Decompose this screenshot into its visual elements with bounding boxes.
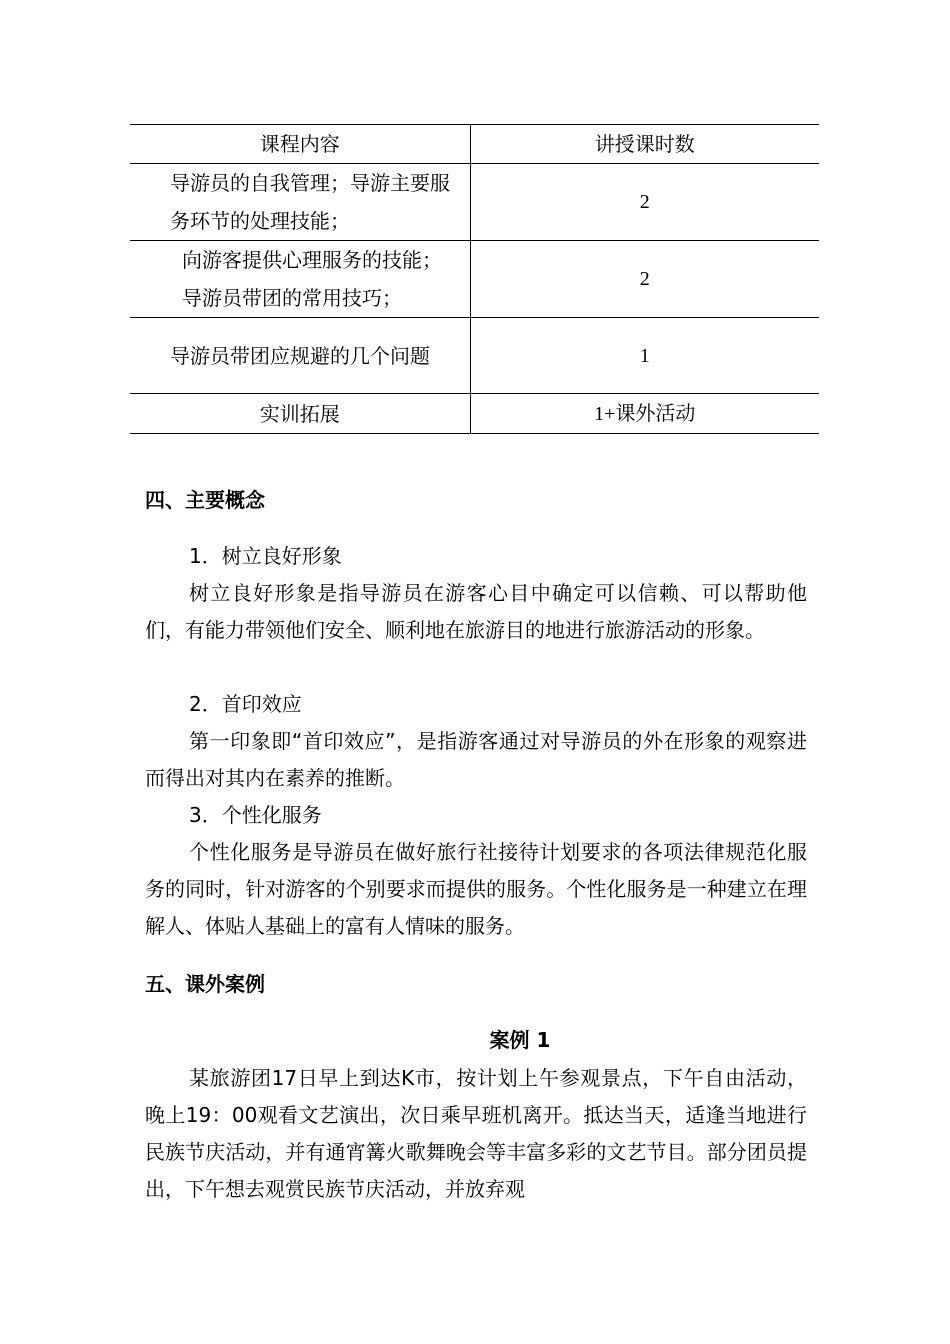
course-hours-table: [130, 124, 819, 434]
table-header-hours: 讲授课时数: [470, 125, 819, 164]
table-cell-hours: 2: [470, 241, 819, 318]
table-cell-hours: 1: [470, 318, 819, 394]
table-row: [130, 164, 819, 241]
table-cell-content: 导游员带团应规避的几个问题: [130, 318, 470, 394]
concept-paragraph: 个性化服务是导游员在做好旅行社接待计划要求的各项法律规范化服务的同时，针对游客的个别要求而提供的服务。个性化服务是一种建立在理解人、体贴人基础上的富有人情味的服务。: [145, 840, 807, 938]
table-row: [130, 394, 819, 434]
concept-paragraph: 第一印象即“首印效应”，是指游客通过对导游员的外在形象的观察进而得出对其内在素养的推断。: [145, 729, 807, 790]
concept-paragraph: 树立良好形象是指导游员在游客心目中确定可以信赖、可以帮助他们，有能力带领他们安全、顺利地在旅游目的地进行旅游活动的形象。: [145, 581, 807, 642]
table-cell-content: 向游客提供心理服务的技能；导游员带团的常用技巧；: [130, 241, 470, 318]
table-cell-hours: [470, 394, 819, 434]
table-cell-content: 实训拓展: [130, 394, 470, 434]
table-cell-content: 导游员的自我管理；导游主要服务环节的处理技能；: [130, 164, 470, 241]
case-paragraph: 某旅游团17日早上到达K市，按计划上午参观景点，下午自由活动，晚上19：00观看文艺演出，次日乘早班机离开。抵达当天，适逢当地进行民族节庆活动，并有通宵篝火歌舞晚会等丰富多彩的文艺节目。部分团员提出，下午想去观赏民族节庆活动，并放弃观: [145, 1066, 807, 1201]
concept-title: 2．首印效应: [189, 692, 302, 716]
section-heading-cases: 五、课外案例: [145, 972, 265, 996]
table-header-row: [130, 125, 819, 164]
section-heading-concepts: 四、主要概念: [145, 488, 265, 512]
table-header-content: 课程内容: [130, 125, 470, 164]
concept-title: 1．树立良好形象: [189, 544, 342, 568]
table-cell-hours-text: 1+课外活动: [594, 403, 696, 425]
table-row: [130, 241, 819, 318]
table-cell-hours: 2: [470, 164, 819, 241]
table-row: [130, 318, 819, 394]
case-title: 案例 1: [489, 1028, 551, 1052]
concept-title: 3．个性化服务: [189, 803, 322, 827]
